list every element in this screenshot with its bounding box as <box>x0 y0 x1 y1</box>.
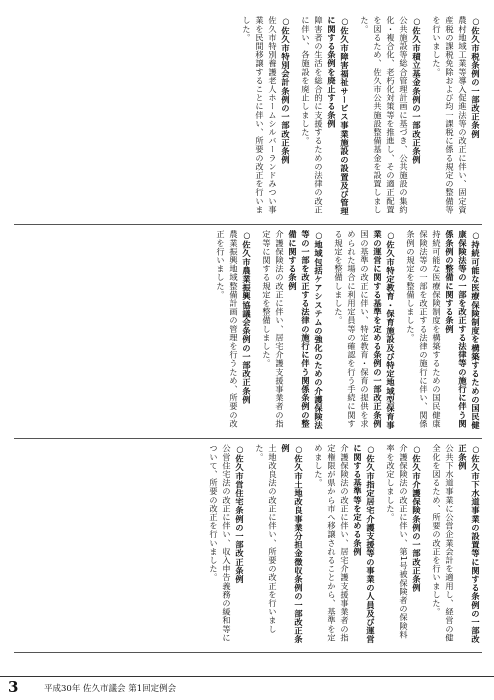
ordinance-summary: 介護保険法の改正に伴い、居宅介護支援事業者の指定等に関する規定を整備しました。 <box>262 230 285 428</box>
ordinance-item <box>430 16 482 218</box>
text-tier <box>14 16 482 218</box>
ordinance-item <box>214 230 253 432</box>
ordinance-item <box>312 444 377 646</box>
ordinance-summary: 介護保険法の改正に伴い、第1号被保険者の保険料率を改定しました。 <box>386 444 409 639</box>
ordinance-title: ○佐久市下水道事業の設置等に関する条例の一部改正条例 <box>458 444 481 644</box>
ordinance-summary: 土地改良法の改正に伴い、所要の改正を行いました。 <box>255 444 278 634</box>
page-number: 3 <box>8 678 19 696</box>
ordinance-title: ○佐久市営住宅条例の一部改正条例 <box>235 444 245 584</box>
ordinance-title: ○佐久市特定教育・保育施設及び特定地域型保育事業の運営に関する基準を定める条例の一部改正条例 <box>373 230 396 430</box>
ordinance-summary: 農業振興地域整備計画の管理を行うため、所要の改正を行いました。 <box>216 230 239 428</box>
ordinance-summary: 公共下水道事業に公営企業会計を適用し、経営の健全化を図るため、所要の改正を行いました。 <box>432 444 455 642</box>
ordinance-title: ○佐久市土地改良事業分担金徴収条例の一部改正条例 <box>281 444 304 644</box>
ordinance-title: ○佐久市税条例の一部改正条例 <box>471 16 481 139</box>
ordinance-item <box>240 16 292 218</box>
ordinance-title: ○佐久市農業振興協議会条例の一部改正条例 <box>242 230 252 404</box>
ordinance-item <box>332 230 397 432</box>
ordinance-summary: 公共施設等総合管理計画に基づき、公共施設の集約化・複合化、老朽化対策等を推進し、その適正配置を図るため、佐久市公共施設整備基金を設置しました。 <box>360 16 409 214</box>
ordinance-title: ○佐久市特別会計条例の一部改正条例 <box>281 16 291 164</box>
ordinance-title: ○佐久市介護保険条例の一部改正条例 <box>412 444 422 592</box>
text-tier <box>14 230 482 432</box>
ordinance-title: ○地域包括ケアシステムの強化のための介護保険法等の一部を改正する法律の施行に伴う関係条例の整備に関する条例 <box>288 230 324 430</box>
page-footer <box>0 676 494 697</box>
publication-title: 平成30年 佐久市議会 第1回定例会 <box>44 684 177 694</box>
ordinance-summary: 農村地域工業等導入促進法等の改正に伴い、固定資産税の課税免除および均一課税に係る規定の整備等を行いました。 <box>432 16 468 214</box>
ordinance-item <box>207 444 246 646</box>
ordinance-summary: 障害者の生活を総合的に支援するための法律の改正に伴い、各施設を廃止しました。 <box>301 16 324 214</box>
ordinance-title: ○持続可能な医療保険制度を構築するための国民健康保険法等の一部を改正する法律等の施行に伴う関係条例の整備に関する条例 <box>445 230 481 430</box>
ordinance-item <box>358 16 423 218</box>
text-tier <box>14 444 482 646</box>
ordinance-item <box>384 444 423 646</box>
ordinance-item <box>253 444 305 646</box>
article-columns <box>14 16 482 662</box>
ordinance-item <box>299 16 351 218</box>
ordinance-summary: 介護保険法の改正に伴い、居宅介護支援事業者の指定権限が県から市へ移譲されることから、基準を定めました。 <box>314 444 350 642</box>
ordinance-title: ○佐久市障害福祉サービス事業施設の設置及び管理に関する条例を廃止する条例 <box>327 16 350 216</box>
ordinance-summary: 国の基準の改正に伴い、特定教育・保育の提供を求められた場合に利用定員等の確認を行う手続に関する規定を整備しました。 <box>334 230 370 428</box>
ordinance-summary: 持続可能な医療保険制度を構築するための国民健康保険法等の一部を改正する法律の施行に伴い、関係条例の規定を整備しました。 <box>406 230 442 428</box>
ordinance-summary: 公営住宅法の改正に伴い、収入申告義務の緩和等について、所要の改正を行いました。 <box>209 444 232 642</box>
ordinance-item <box>430 444 482 646</box>
ordinance-item <box>404 230 482 432</box>
ordinance-title: ○佐久市積立基金条例の一部改正条例 <box>412 16 422 164</box>
ordinance-item <box>260 230 325 432</box>
tier-divider <box>14 438 482 439</box>
tier-divider <box>14 652 482 653</box>
ordinance-summary: 佐久市特別養護老人ホームシルバーランドみつい事業を民間移譲することに伴い、所要の改正を行いました。 <box>242 16 278 214</box>
tier-divider <box>14 224 482 225</box>
ordinance-title: ○佐久市指定居宅介護支援等の事業の人員及び運営に関する基準等を定める条例 <box>353 444 376 644</box>
